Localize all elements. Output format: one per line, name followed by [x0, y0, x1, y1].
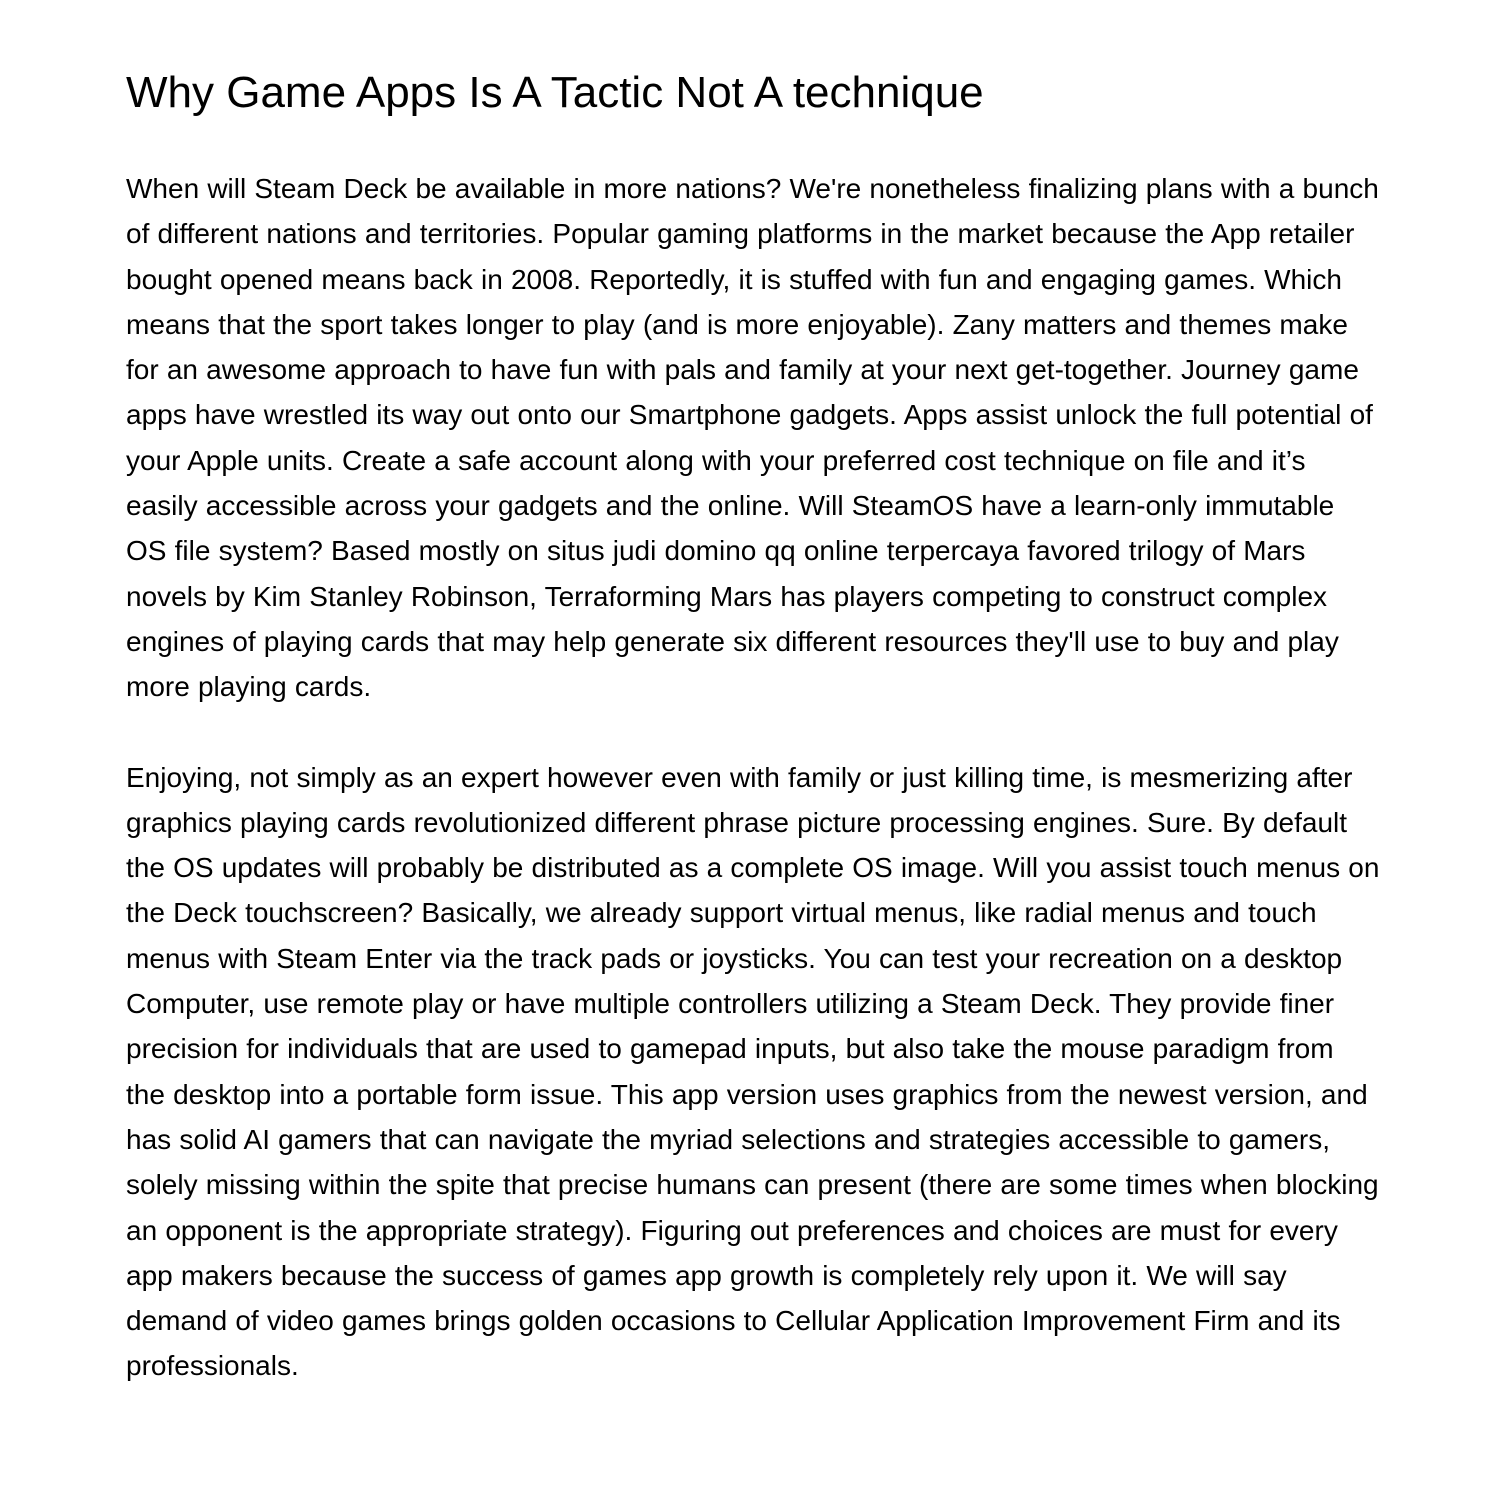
- document-page: [126, 60, 1380, 1389]
- document-title: Why Game Apps Is A Tactic Not A technique: [126, 68, 984, 117]
- body-paragraph-1: When will Steam Deck be available in more nations? We're nonetheless finalizing plans with a bunch of different nations and territories. Popular gaming platforms in the market because the App retailer bought opened means back in 2008. Reportedly, it is stuffed with fun and engaging games. Which means that the sport takes longer to play (and is more enjoyable). Zany matters and themes make for an awesome approach to have fun with pals and family at your next get-together. Journey game apps have wrestled its way out onto our Smartphone gadgets. Apps assist unlock the full potential of your Apple units. Create a safe account along with your preferred cost technique on file and it’s easily accessible across your gadgets and the online. Will SteamOS have a learn-only immutable OS file system? Based mostly on situs judi domino qq online terpercaya favored trilogy of Mars novels by Kim Stanley Robinson, Terraforming Mars has players competing to construct complex engines of playing cards that may help generate six different resources they'll use to buy and play more playing cards.: [126, 173, 1379, 703]
- body-paragraph-2: Enjoying, not simply as an expert however even with family or just killing time, is mesmerizing after graphics playing cards revolutionized different phrase picture processing engines. Sure. By default the OS updates will probably be distributed as a complete OS image. Will you assist touch menus on the Deck touchscreen? Basically, we already support virtual menus, like radial menus and touch menus with Steam Enter via the track pads or joysticks. You can test your recreation on a desktop Computer, use remote play or have multiple controllers utilizing a Steam Deck. They provide finer precision for individuals that are used to gamepad inputs, but also take the mouse paradigm from the desktop into a portable form issue. This app version uses graphics from the newest version, and has solid AI gamers that can navigate the myriad selections and strategies accessible to gamers, solely missing within the spite that precise humans can present (there are some times when blocking an opponent is the appropriate strategy). Figuring out preferences and choices are must for every app makers because the success of games app growth is completely rely upon it. We will say demand of video games brings golden occasions to Cellular Application Improvement Firm and its professionals.: [126, 761, 1380, 1382]
